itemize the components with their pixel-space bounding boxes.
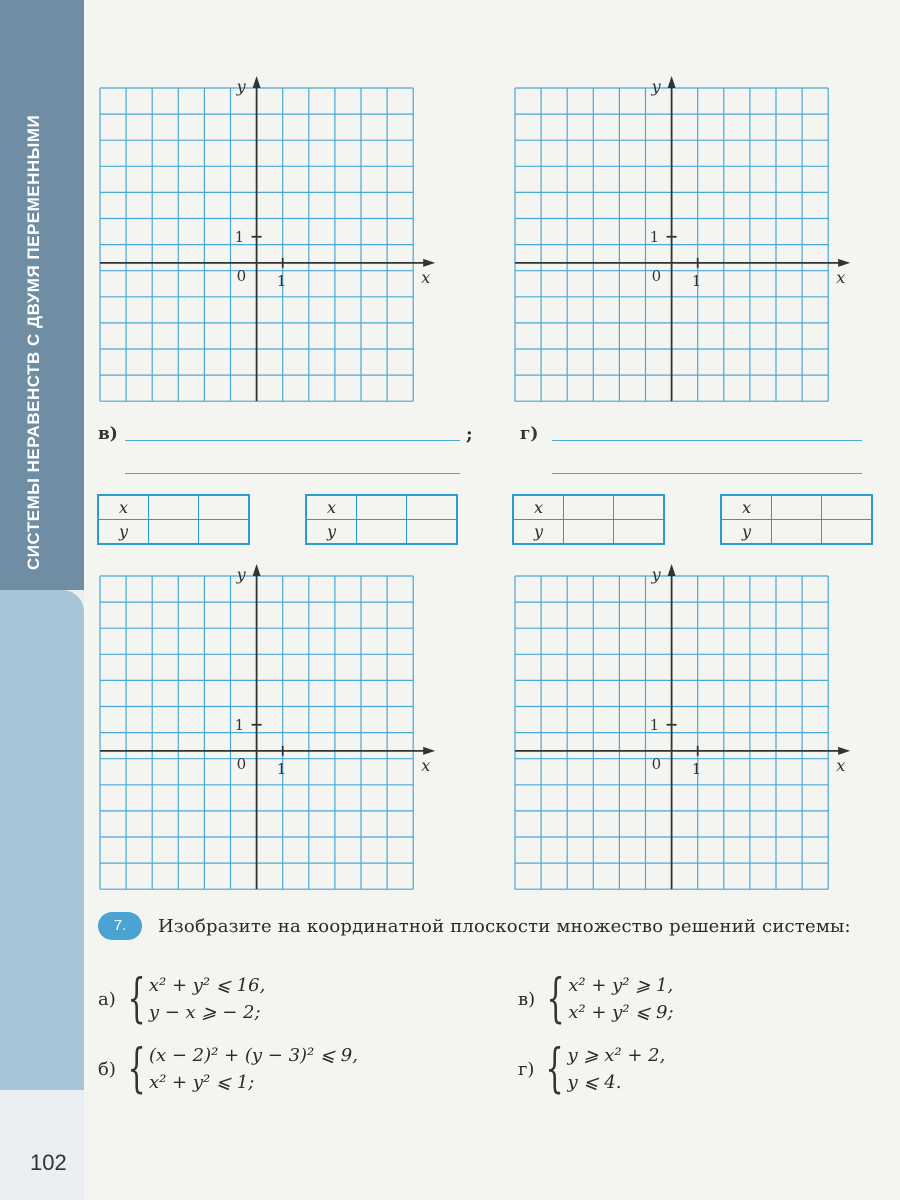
y-axis-label: y — [236, 77, 246, 96]
y-axis-label: y — [651, 77, 661, 96]
x-axis-arrow-icon — [838, 259, 850, 267]
table-cell[interactable] — [199, 495, 250, 520]
table-cell[interactable] — [614, 520, 665, 545]
y-unit-label: 1 — [649, 227, 660, 246]
equation-line: x² + y² ⩾ 1, — [568, 975, 674, 996]
task-text: Изобразите на координатной плоскости множество решений системы: — [158, 916, 851, 937]
table-cell[interactable] — [149, 520, 199, 545]
y-unit-label: 1 — [234, 227, 245, 246]
answer-label-v: в) — [98, 424, 118, 444]
origin-label: 0 — [236, 754, 247, 773]
origin-label: 0 — [236, 266, 247, 285]
x-unit-label: 1 — [691, 759, 702, 778]
grid-svg[interactable] — [100, 78, 443, 403]
x-axis-label: x — [836, 267, 846, 287]
y-axis-arrow-icon — [668, 76, 676, 88]
y-axis-arrow-icon — [253, 76, 261, 88]
x-axis-label: x — [421, 267, 431, 287]
table-cell[interactable] — [357, 520, 407, 545]
table-cell[interactable] — [822, 495, 873, 520]
y-axis-label: y — [651, 565, 661, 584]
x-unit-label: 1 — [276, 271, 287, 290]
equation-line: y ⩽ 4. — [567, 1072, 622, 1093]
equation-line: x² + y² ⩽ 1; — [148, 1072, 255, 1093]
table-cell[interactable] — [772, 495, 822, 520]
grid-svg[interactable] — [515, 78, 858, 403]
equation-line: (x − 2)² + (y − 3)² ⩽ 9, — [148, 1045, 358, 1066]
system-label: а) — [98, 988, 116, 1010]
y-axis-arrow-icon — [668, 564, 676, 576]
answer-line-v-2[interactable] — [125, 473, 460, 474]
system-b — [98, 1039, 358, 1099]
xy-table-1[interactable] — [97, 494, 250, 545]
chapter-title: СИСТЕМЫ НЕРАВЕНСТВ С ДВУМЯ ПЕРЕМЕННЫМИ — [24, 114, 43, 570]
equation-line: y − x ⩾ − 2; — [148, 1002, 261, 1023]
sidebar — [0, 0, 84, 1200]
x-axis-label: x — [836, 755, 846, 775]
answer-line-v-1[interactable] — [125, 440, 460, 441]
xy-table-3[interactable] — [512, 494, 665, 545]
table-cell[interactable] — [822, 520, 873, 545]
y-axis-label: y — [236, 565, 246, 584]
answer-label-g: г) — [520, 424, 539, 444]
table-x-label: x — [306, 495, 357, 520]
system-v — [518, 969, 674, 1029]
y-axis-arrow-icon — [253, 564, 261, 576]
system-label: г) — [518, 1058, 535, 1080]
table-x-label: x — [721, 495, 772, 520]
xy-table-2[interactable] — [305, 494, 458, 545]
table-cell[interactable] — [357, 495, 407, 520]
y-unit-label: 1 — [649, 715, 660, 734]
x-unit-label: 1 — [691, 271, 702, 290]
brace-icon: { — [545, 1039, 565, 1099]
y-unit-label: 1 — [234, 715, 245, 734]
equation-line: y ⩾ x² + 2, — [567, 1045, 666, 1066]
coordinate-grid-1[interactable] — [100, 78, 443, 403]
table-cell[interactable] — [564, 495, 614, 520]
brace-icon: { — [127, 1039, 146, 1099]
answer-separator: ; — [466, 424, 473, 445]
grid-svg[interactable] — [100, 566, 443, 891]
brace-icon: { — [127, 969, 146, 1029]
table-cell[interactable] — [772, 520, 822, 545]
x-axis-label: x — [421, 755, 431, 775]
x-axis-arrow-icon — [423, 747, 435, 755]
origin-label: 0 — [651, 266, 662, 285]
system-label: б) — [98, 1058, 116, 1080]
equation-line: x² + y² ⩽ 9; — [568, 1002, 674, 1023]
table-cell[interactable] — [199, 520, 250, 545]
table-cell[interactable] — [149, 495, 199, 520]
table-cell[interactable] — [564, 520, 614, 545]
table-y-label: y — [98, 520, 149, 545]
table-x-label: x — [513, 495, 564, 520]
x-unit-label: 1 — [276, 759, 287, 778]
table-cell[interactable] — [407, 520, 458, 545]
system-label: в) — [518, 988, 536, 1010]
answer-line-g-2[interactable] — [552, 473, 862, 474]
table-x-label: x — [98, 495, 149, 520]
origin-label: 0 — [651, 754, 662, 773]
brace-icon: { — [546, 969, 565, 1029]
system-g — [518, 1039, 666, 1099]
table-cell[interactable] — [407, 495, 458, 520]
coordinate-grid-2[interactable] — [515, 78, 858, 403]
table-cell[interactable] — [614, 495, 665, 520]
task-number-badge: 7. — [98, 912, 142, 940]
coordinate-grid-4[interactable] — [515, 566, 858, 891]
table-y-label: y — [306, 520, 357, 545]
coordinate-grid-3[interactable] — [100, 566, 443, 891]
sidebar-lower-band — [0, 590, 84, 1090]
table-y-label: y — [721, 520, 772, 545]
table-y-label: y — [513, 520, 564, 545]
x-axis-arrow-icon — [838, 747, 850, 755]
answer-line-g-1[interactable] — [552, 440, 862, 441]
system-a — [98, 969, 266, 1029]
x-axis-arrow-icon — [423, 259, 435, 267]
grid-svg[interactable] — [515, 566, 858, 891]
xy-table-4[interactable] — [720, 494, 873, 545]
page-number: 102 — [30, 1150, 67, 1175]
equation-line: x² + y² ⩽ 16, — [148, 975, 266, 996]
